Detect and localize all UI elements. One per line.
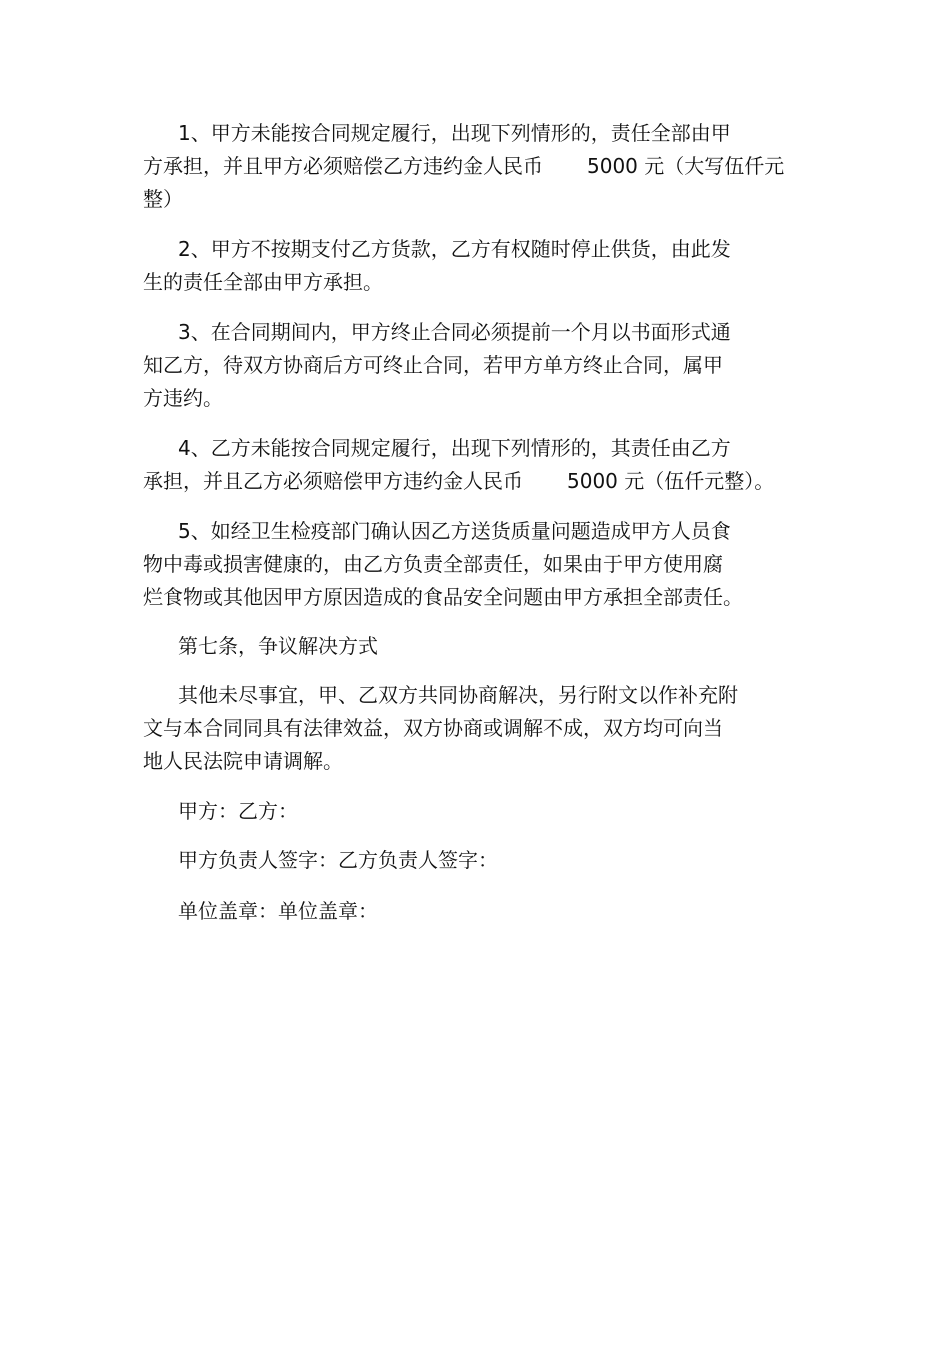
signature-line: 甲方负责人签字：乙方负责人签字： [178,848,498,872]
clause-4-line-1: 4、乙方未能按合同规定履行，出现下列情形的，其责任由乙方 [178,436,731,460]
article-7-heading: 第七条，争议解决方式 [178,634,378,658]
parties-line: 甲方：乙方： [178,799,298,823]
seal-line: 单位盖章：单位盖章： [178,899,378,923]
clause-1-line-3: 整） [143,187,183,211]
clause-1-amount: 5000 元（大写伍仟元 [587,154,785,178]
clause-3-line-3: 方违约。 [143,386,223,410]
clause-5-line-3: 烂食物或其他因甲方原因造成的食品安全问题由甲方承担全部责任。 [143,585,743,609]
clause-1-line-2 [143,151,784,181]
clause-4-amount: 5000 元（伍仟元整）。 [567,469,775,493]
clause-1-line-2-text: 方承担，并且甲方必须赔偿乙方违约金人民币 [143,154,543,178]
clause-5-line-2: 物中毒或损害健康的，由乙方负责全部责任，如果由于甲方使用腐 [143,552,723,576]
clause-4-line-2 [143,466,774,496]
clause-2-line-2: 生的责任全部由甲方承担。 [143,270,383,294]
other-matters-line-1: 其他未尽事宜，甲、乙双方共同协商解决，另行附文以作补充附 [178,683,738,707]
clause-5-line-1: 5、如经卫生检疫部门确认因乙方送货质量问题造成甲方人员食 [178,519,731,543]
clause-1-line-1: 1、甲方未能按合同规定履行，出现下列情形的，责任全部由甲 [178,121,731,145]
other-matters-line-2: 文与本合同同具有法律效益，双方协商或调解不成，双方均可向当 [143,716,723,740]
clause-4-line-2-text: 承担，并且乙方必须赔偿甲方违约金人民币 [143,469,523,493]
clause-3-line-1: 3、在合同期间内，甲方终止合同必须提前一个月以书面形式通 [178,320,731,344]
clause-2-line-1: 2、甲方不按期支付乙方货款，乙方有权随时停止供货，由此发 [178,237,731,261]
clause-3-line-2: 知乙方，待双方协商后方可终止合同，若甲方单方终止合同，属甲 [143,353,723,377]
other-matters-line-3: 地人民法院申请调解。 [143,749,343,773]
